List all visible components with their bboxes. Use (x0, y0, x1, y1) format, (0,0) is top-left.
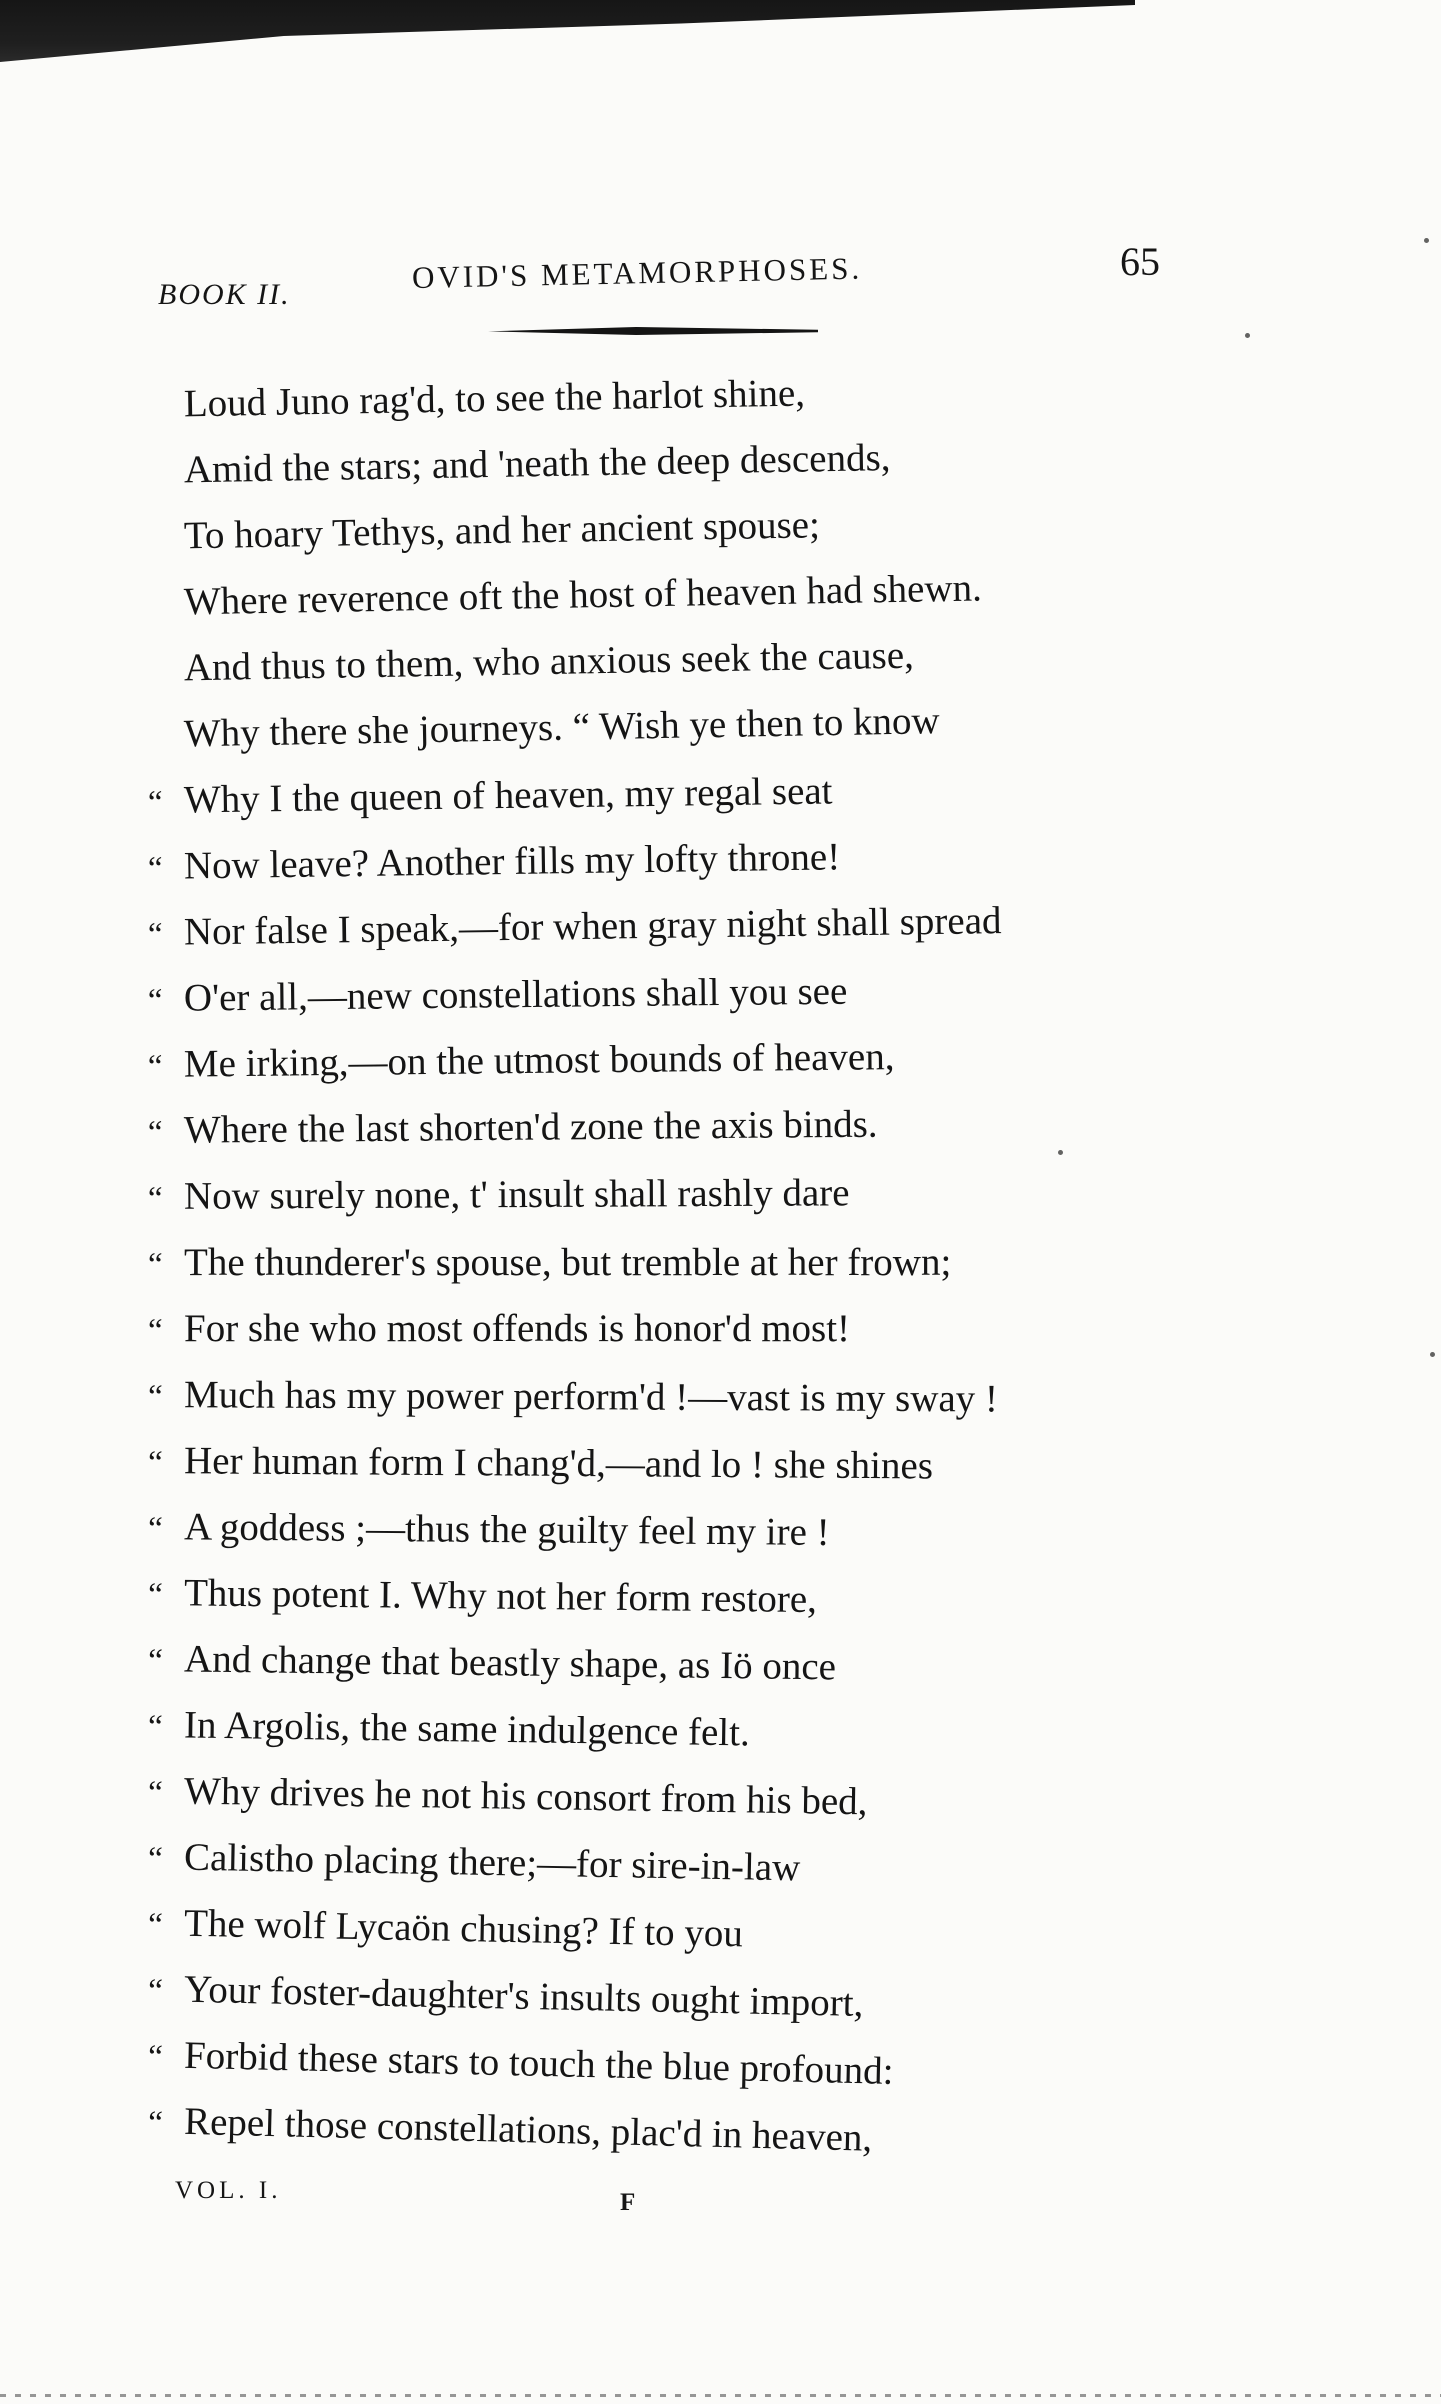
verse-line (148, 1768, 868, 1839)
book-number-label: BOOK II. (158, 278, 291, 311)
quote-mark: “ (147, 1841, 164, 1878)
quote-mark: “ (147, 850, 163, 887)
verse-line-text: And thus to them, who anxious seek the cause, (183, 633, 915, 690)
verse-line (147, 2098, 873, 2176)
verse-line-text: Where the last shorten'd zone the axis binds. (183, 1102, 878, 1152)
verse-line-text: Forbid these stars to touch the blue profound: (183, 2033, 894, 2093)
quote-mark: “ (147, 1907, 164, 1944)
verse-line (148, 1372, 998, 1436)
quote-mark: “ (147, 1445, 163, 1482)
quote-mark: “ (147, 2039, 164, 2076)
verse-line (148, 898, 1002, 970)
verse-line (148, 1170, 850, 1234)
verse-line (148, 1702, 751, 1770)
verse-line-text: To hoary Tethys, and her ancient spouse; (183, 503, 821, 558)
verse-line-text: Calistho placing there;—for sire-in-law (183, 1835, 801, 1890)
quote-mark: “ (147, 1775, 164, 1812)
verse-line-text: Much has my power perform'd !—vast is my sway ! (183, 1373, 999, 1421)
ink-speck (1430, 1352, 1435, 1357)
verse-line-text: Amid the stars; and 'neath the deep descends, (183, 436, 891, 492)
page-footer (175, 2175, 775, 2225)
verse-line-text: Me irking,—on the utmost bounds of heaven, (183, 1035, 895, 1086)
verse-line (147, 2032, 894, 2109)
quote-mark: “ (147, 1709, 163, 1746)
verse-line-text: The wolf Lycaön chusing? If to you (183, 1901, 744, 1956)
quote-mark (148, 746, 184, 747)
verse-line-text: Repel those constellations, plac'd in heaven, (183, 2099, 873, 2160)
verse-line (147, 435, 891, 508)
signature-mark: F (620, 2189, 636, 2216)
verse-line (148, 1240, 951, 1300)
quote-mark (148, 548, 184, 549)
verse-line-text: Why there she journeys. “ Wish ye then to know (183, 699, 940, 756)
verse-line-text: Now leave? Another fills my lofty throne! (183, 835, 841, 888)
verse-line (148, 969, 848, 1036)
verse-line (148, 1438, 933, 1503)
verse-line (147, 371, 805, 442)
ink-speck (1245, 333, 1250, 338)
header-rule (488, 327, 818, 335)
verse-line (148, 1306, 850, 1366)
verse-line (148, 1034, 895, 1102)
quote-mark: “ (147, 1973, 164, 2010)
verse-line-text: Nor false I speak,—for when gray night shall spread (183, 899, 1002, 954)
page-number: 65 (1120, 239, 1160, 284)
quote-mark (148, 680, 184, 681)
verse-line-text: In Argolis, the same indulgence felt. (183, 1703, 751, 1755)
quote-mark: “ (147, 1577, 163, 1614)
verse-line (147, 1966, 863, 2041)
verse-line-text: Why drives he not his consort from his bed, (183, 1769, 868, 1824)
verse-line-text: And change that beastly shape, as Iö once (183, 1637, 837, 1689)
quote-mark (148, 416, 184, 417)
verse-line (148, 834, 841, 904)
quote-mark: “ (147, 1048, 163, 1085)
quote-mark: “ (147, 784, 163, 821)
verse-block (147, 371, 1148, 2192)
verse-line (148, 1102, 878, 1168)
verse-line (148, 768, 833, 838)
verse-line (148, 1570, 817, 1637)
verse-line (147, 698, 940, 772)
running-title: OVID'S METAMORPHOSES. (411, 250, 863, 295)
verse-line (148, 1504, 830, 1570)
ink-speck (1424, 238, 1429, 243)
verse-line-text: Why I the queen of heaven, my regal seat (183, 769, 833, 822)
quote-mark: “ (147, 2105, 164, 2142)
running-head (150, 238, 1160, 318)
verse-line-text: Loud Juno rag'd, to see the harlot shine, (183, 371, 806, 426)
verse-line (147, 565, 982, 640)
verse-line-text: O'er all,—new constellations shall you see (183, 969, 848, 1020)
quote-mark: “ (147, 1180, 163, 1217)
volume-label: VOL. I. (175, 2177, 282, 2204)
verse-line-text: Your foster-daughter's insults ought import, (183, 1967, 864, 2025)
verse-line-text: The thunderer's spouse, but tremble at her frown; (184, 1241, 952, 1284)
quote-mark: “ (147, 1511, 163, 1548)
verse-line (148, 1636, 837, 1704)
scan-shadow-edge (0, 0, 1135, 62)
scan-bottom-edge (0, 2394, 1441, 2397)
quote-mark: “ (147, 982, 163, 1019)
quote-mark: “ (148, 1313, 163, 1349)
quote-mark: “ (147, 1643, 163, 1680)
quote-mark (148, 482, 184, 483)
quote-mark: “ (147, 1379, 163, 1416)
quote-mark: “ (147, 1114, 163, 1151)
verse-line-text: A goddess ;—thus the guilty feel my ire ! (183, 1505, 830, 1554)
verse-line (147, 1834, 800, 1905)
quote-mark: “ (148, 1247, 163, 1283)
quote-mark: “ (147, 916, 163, 953)
quote-mark (148, 614, 184, 615)
verse-line (147, 633, 914, 706)
verse-line-text: For she who most offends is honor'd most! (184, 1307, 851, 1350)
verse-line-text: Her human form I chang'd,—and lo ! she shines (183, 1439, 934, 1488)
verse-line-text: Now surely none, t' insult shall rashly dare (183, 1171, 850, 1218)
verse-line (147, 1900, 743, 1971)
verse-line (147, 502, 820, 574)
verse-line-text: Where reverence oft the host of heaven had shewn. (183, 566, 983, 624)
verse-line-text: Thus potent I. Why not her form restore, (183, 1571, 818, 1622)
ink-speck (1058, 1150, 1063, 1155)
